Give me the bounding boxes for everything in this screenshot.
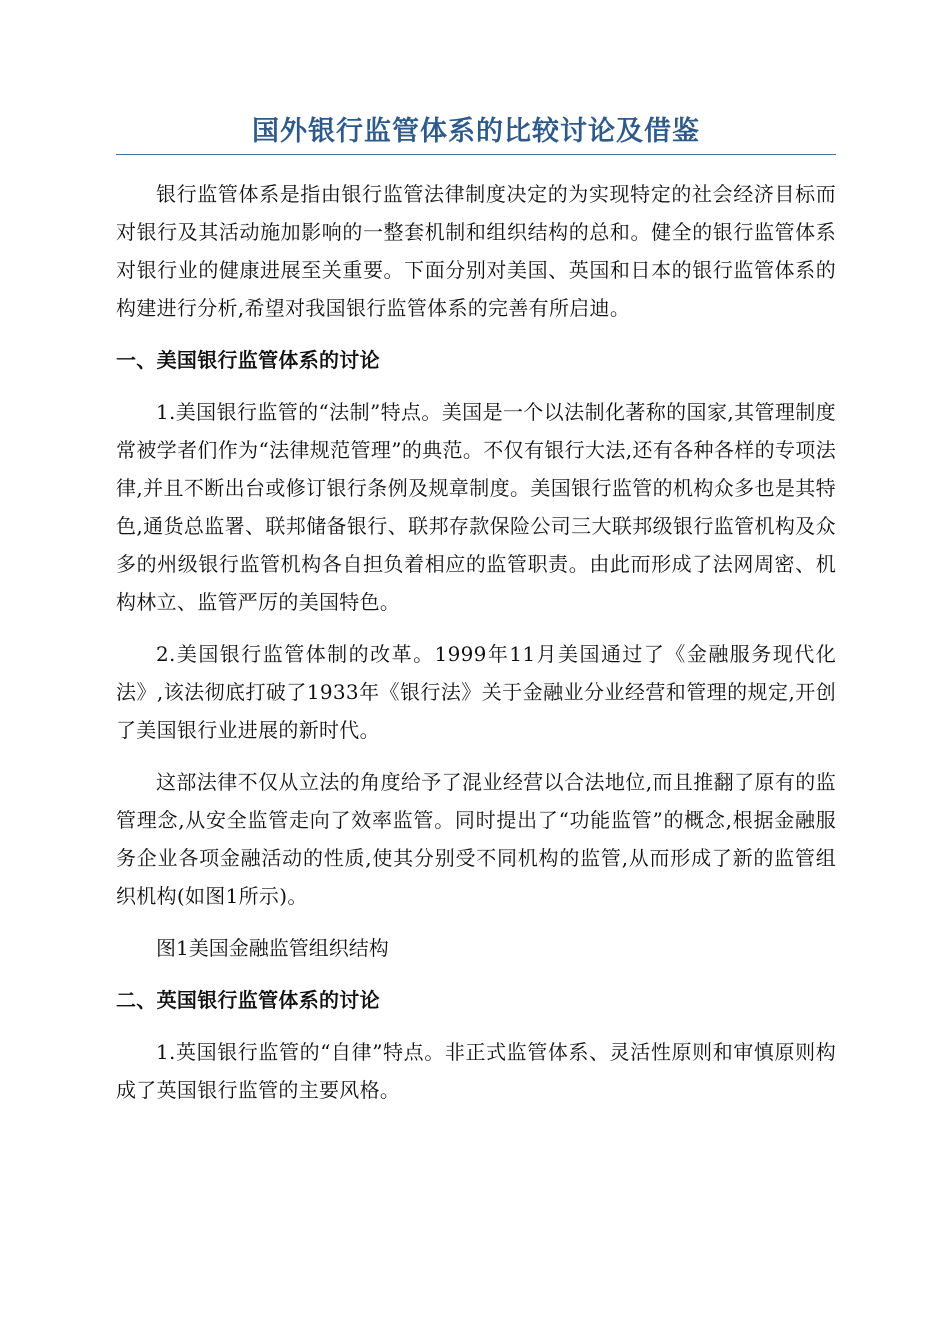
intro-paragraph: 银行监管体系是指由银行监管法律制度决定的为实现特定的社会经济目标而对银行及其活动施加影响的一整套机制和组织结构的总和。健全的银行监管体系对银行业的健康进展至关重要。下面分别对美国、英国和日本的银行监管体系的构建进行分析,希望对我国银行监管体系的完善有所启迪。 [116, 182, 836, 320]
us-paragraph-1: 1.美国银行监管的“法制”特点。美国是一个以法制化著称的国家,其管理制度常被学者们作为“法律规范管理”的典范。不仅有银行大法,还有各种各样的专项法律,并且不断出台或修订银行条例及规章制度。美国银行监管的机构众多也是其特色,通货总监署、联邦储备银行、联邦存款保险公司三大联邦级银行监管机构及众多的州级银行监管机构各自担负着相应的监管职责。由此而形成了法网周密、机构林立、监管严厉的美国特色。 [116, 400, 836, 614]
figure-caption: 图1美国金融监管组织结构 [156, 936, 389, 960]
uk-paragraph-1: 1.英国银行监管的“自律”特点。非正式监管体系、灵活性原则和审慎原则构成了英国银行监管的主要风格。 [116, 1040, 836, 1102]
section-heading-uk: 二、英国银行监管体系的讨论 [116, 988, 380, 1012]
document-title: 国外银行监管体系的比较讨论及借鉴 [116, 112, 836, 155]
document-page [116, 112, 836, 1109]
us-paragraph-3: 这部法律不仅从立法的角度给予了混业经营以合法地位,而且推翻了原有的监管理念,从安全监管走向了效率监管。同时提出了“功能监管”的概念,根据金融服务企业各项金融活动的性质,使其分别受不同机构的监管,从而形成了新的监管组织机构(如图1所示)。 [116, 770, 836, 908]
section-heading-us: 一、美国银行监管体系的讨论 [116, 348, 380, 372]
us-paragraph-2: 2.美国银行监管体制的改革。1999年11月美国通过了《金融服务现代化法》,该法彻底打破了1933年《银行法》关于金融业分业经营和管理的规定,开创了美国银行业进展的新时代。 [116, 642, 836, 742]
